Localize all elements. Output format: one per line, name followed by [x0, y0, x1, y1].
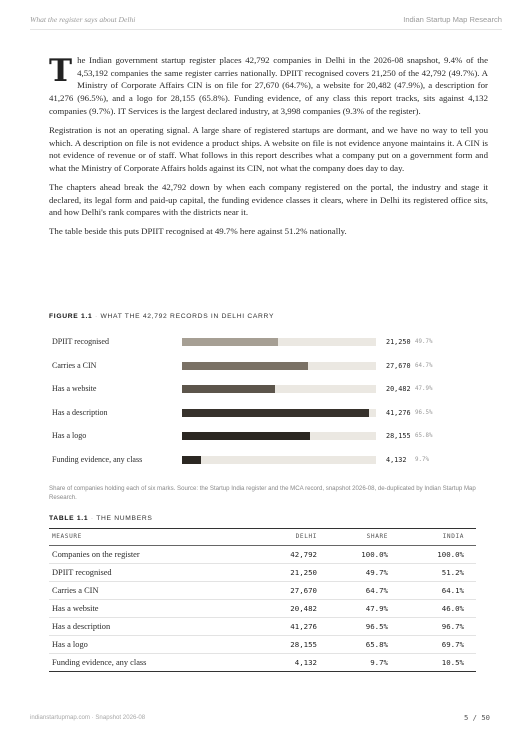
bar-category-label: Funding evidence, any class	[52, 454, 143, 464]
bar-percent-label: 47.9%	[415, 386, 433, 392]
bar-value-label: 41,276	[386, 408, 411, 417]
bar	[182, 432, 310, 440]
bar-category-label: Carries a CIN	[52, 360, 97, 370]
bar-percent-label: 49.7%	[415, 339, 433, 345]
cell-india: 100.0%	[437, 550, 464, 559]
figure-title: WHAT THE 42,792 RECORDS IN DELHI CARRY	[100, 313, 275, 320]
table-row	[49, 582, 476, 600]
cell-india: 51.2%	[441, 568, 464, 577]
cell-india: 64.1%	[441, 586, 464, 595]
column-header-delhi: DELHI	[295, 533, 317, 540]
bar-track	[182, 432, 376, 440]
paragraph-caveat: Registration is not an operating signal. A large share of registered startups are dormant, and we have no way to tell you which. A description on file is not evidence a product ships. A website on file is not evidence anyone maintains it. A CIN is not evidence of revenue or of staff. What follows in this report describes what a company put on a government form and what the Ministry of Corporate Affairs holds against its CIN, not what the company does day to day.	[49, 124, 488, 173]
bar-value-label: 28,155	[386, 432, 411, 440]
cell-india: 69.7%	[441, 640, 464, 649]
chart-row	[49, 383, 488, 395]
chart-row	[49, 430, 488, 442]
bar-track	[182, 409, 376, 417]
bar-category-label: Has a website	[52, 384, 97, 393]
drop-cap: T	[49, 53, 73, 89]
bar	[182, 409, 369, 417]
bar-category-label: DPIIT recognised	[52, 337, 109, 346]
cell-share: 64.7%	[365, 586, 388, 595]
table-number: TABLE 1.1	[49, 515, 89, 522]
cell-measure: DPIIT recognised	[52, 568, 112, 577]
figure-separator: ·	[94, 313, 98, 320]
bar-value-label: 21,250	[386, 338, 411, 346]
cell-share: 49.7%	[365, 568, 388, 577]
table-title: THE NUMBERS	[96, 515, 153, 522]
bar-value-label: 4,132	[386, 455, 407, 464]
cell-share: 65.8%	[365, 640, 388, 649]
paragraph-intro-text: he Indian government startup register places 42,792 companies in Delhi in the 2026-08 snapshot, 9.4% of the 4,53,192 companies the same register carries nationally. DPIIT recognised covers 21,250 of the 42,792 (49.7%). A Ministry of Corporate Affairs CIN is on file for 27,670 (64.7%), a website for 20,482 (47.9%), a description for 41,276 (96.5%), and a logo for 28,155 (65.8%). Funding evidence, of any class this report tracks, sits against 4,132 companies (9.7%). IT Services is the largest declared industry, at 3,998 companies (9.3% of the register).	[49, 55, 488, 116]
cell-share: 47.9%	[365, 604, 388, 613]
cell-share: 9.7%	[370, 658, 388, 667]
cell-delhi: 4,132	[294, 658, 317, 667]
cell-measure: Companies on the register	[52, 550, 140, 559]
bar-percent-label: 96.5%	[415, 409, 433, 416]
figure-caption: Share of companies holding each of six marks. Source: the Startup India register and the MCA record, snapshot 2026-08, de-duplicated by Indian Startup Map Research.	[49, 485, 476, 502]
body-text	[49, 54, 488, 244]
bar-category-label: Has a logo	[52, 431, 87, 440]
cell-delhi: 27,670	[290, 586, 317, 595]
bar-track	[182, 456, 376, 464]
cell-share: 96.5%	[365, 622, 388, 631]
numbers-table	[49, 528, 476, 672]
table-row	[49, 600, 476, 618]
column-header-india: INDIA	[442, 533, 464, 540]
cell-india: 10.5%	[441, 658, 464, 667]
table-row	[49, 618, 476, 636]
table-row	[49, 564, 476, 582]
bar	[182, 362, 308, 370]
table-row	[49, 654, 476, 672]
cell-delhi: 42,792	[290, 550, 317, 559]
figure-label	[49, 313, 274, 320]
cell-delhi: 28,155	[290, 640, 317, 649]
page-footer	[30, 711, 502, 723]
column-header-share: SHARE	[366, 533, 388, 540]
cell-delhi: 21,250	[290, 568, 317, 577]
bar-percent-label: 64.7%	[415, 362, 433, 369]
cell-measure: Has a website	[52, 604, 99, 613]
cell-measure: Has a description	[52, 622, 111, 631]
running-head-title: What the register says about Delhi	[30, 15, 136, 24]
column-header-measure: MEASURE	[52, 533, 82, 540]
cell-measure: Has a logo	[52, 640, 88, 649]
bar	[182, 338, 278, 346]
table-header	[49, 528, 476, 546]
chart-row	[49, 454, 488, 466]
cell-india: 96.7%	[441, 622, 464, 631]
running-head	[30, 15, 502, 27]
table-separator: ·	[90, 515, 94, 522]
cell-delhi: 41,276	[290, 622, 317, 631]
paragraph-table-note: The table beside this puts DPIIT recognised at 49.7% here against 51.2% nationally.	[49, 226, 347, 237]
bar-track	[182, 362, 376, 370]
figure-number: FIGURE 1.1	[49, 313, 93, 320]
cell-india: 46.0%	[441, 604, 464, 613]
chart-row	[49, 360, 488, 372]
running-head-publisher: Indian Startup Map Research	[403, 15, 502, 24]
footer-source: indianstartupmap.com · Snapshot 2026-08	[30, 713, 146, 721]
bar-category-label: Has a description	[52, 407, 108, 417]
cell-measure: Funding evidence, any class	[52, 658, 147, 667]
bar-value-label: 20,482	[386, 385, 411, 393]
bar-chart	[49, 330, 488, 470]
chart-row	[49, 336, 488, 348]
table-row	[49, 636, 476, 654]
bar-track	[182, 338, 376, 346]
bar-percent-label: 9.7%	[415, 456, 429, 463]
paragraph-chapters: The chapters ahead break the 42,792 down by when each company registered on the portal, the industry and stage it declared, its legal form and paid-up capital, the funding evidence classes it clears, where in Delhi its registered office sits, and how Delhi's rank compares with the districts near it.	[49, 181, 488, 218]
bar	[182, 385, 275, 393]
bar-percent-label: 65.8%	[415, 433, 433, 439]
paragraph-intro	[49, 54, 488, 118]
table-row	[49, 546, 476, 564]
table-label	[49, 515, 153, 522]
bar	[182, 456, 201, 464]
cell-share: 100.0%	[361, 550, 388, 559]
cell-measure: Carries a CIN	[52, 586, 99, 595]
bar-value-label: 27,670	[386, 361, 411, 370]
chart-row	[49, 407, 488, 419]
bar-track	[182, 385, 376, 393]
cell-delhi: 20,482	[290, 604, 317, 613]
page-number: 5 / 50	[464, 712, 490, 722]
header-divider	[30, 29, 502, 30]
